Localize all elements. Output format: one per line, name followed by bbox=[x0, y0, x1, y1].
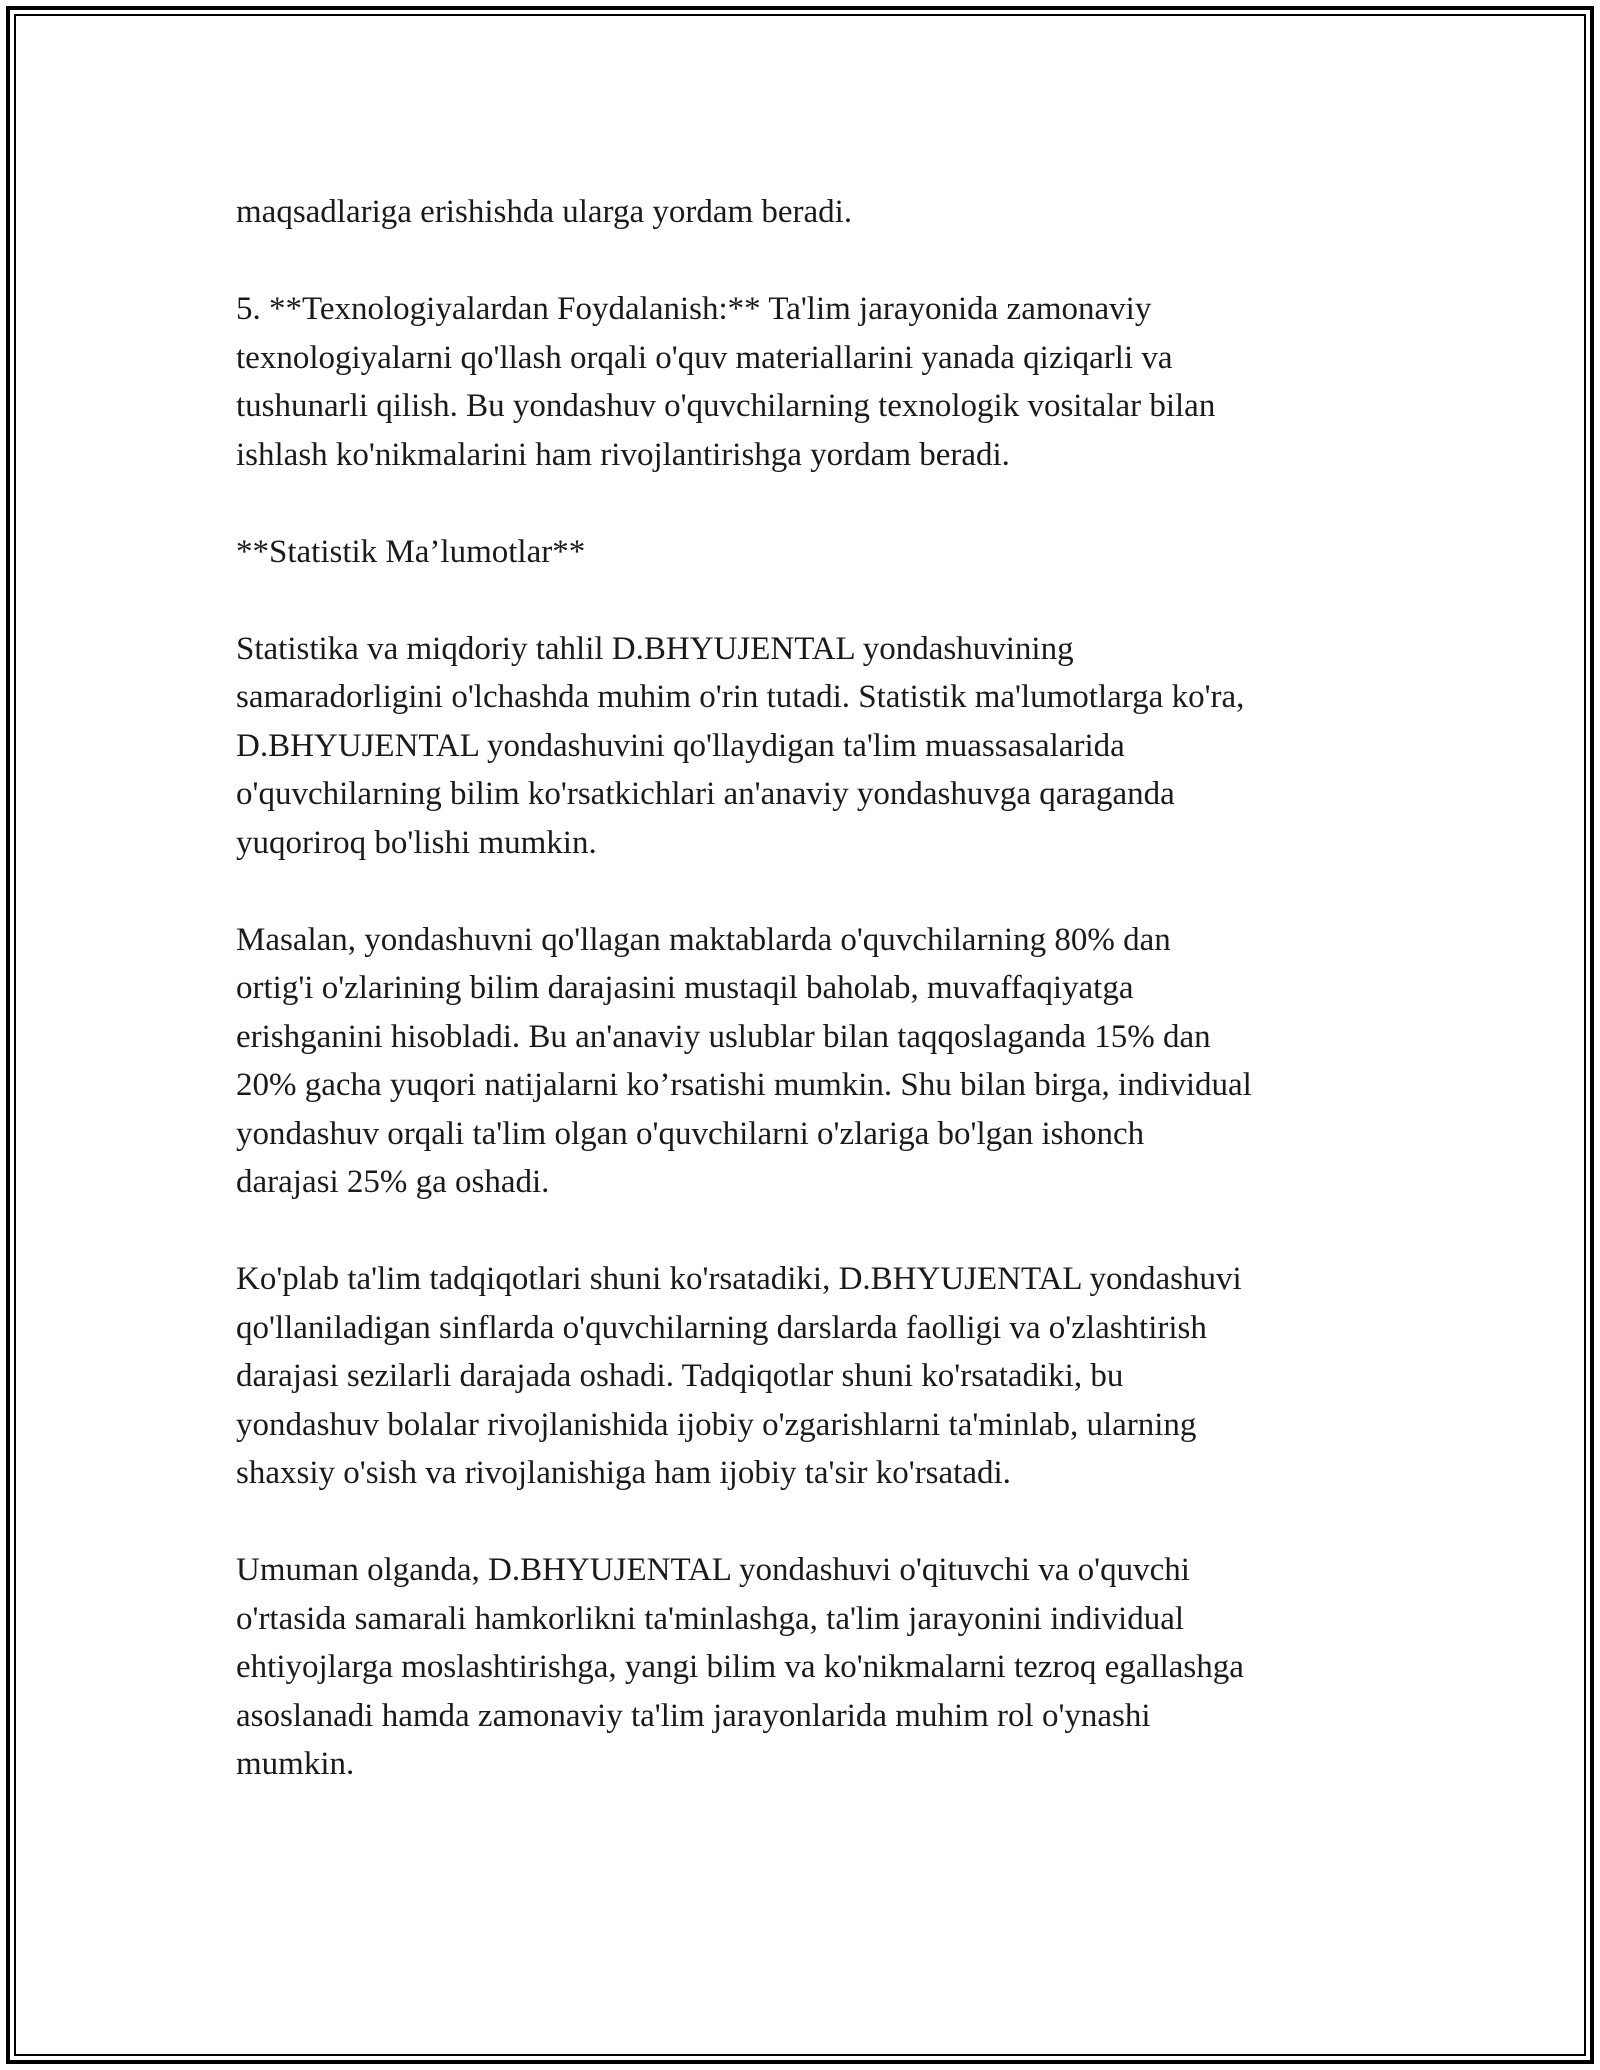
paragraph-statistics-example: Masalan, yondashuvni qo'llagan maktablarda o'quvchilarning 80% dan ortig'i o'zlarining bilim darajasini mustaqil baholab, muvaffaqiyatga erishganini hisobladi. Bu an'anaviy uslublar bilan taqqoslaganda 15% dan 20% gacha yuqori natijalarni ko’rsatishi mumkin. Shu bilan birga, individual yondashuv orqali ta'lim olgan o'quvchilarni o'zlariga bo'lgan ishonch darajasi 25% ga oshadi. bbox=[236, 921, 1252, 1200]
paragraph-technology-usage: 5. **Texnologiyalardan Foydalanish:** Ta'lim jarayonida zamonaviy texnologiyalarni qo'llash orqali o'quv materiallarini yanada qiziqarli va tushunarli qilish. Bu yondashuv o'quvchilarning texnologik vositalar bilan ishlash ko'nikmalarini ham rivojlantirishga yordam beradi. bbox=[236, 291, 1216, 473]
section-heading-statistics: **Statistik Ma’lumotlar** bbox=[236, 533, 586, 570]
paragraph-goal-continuation: maqsadlariga erishishda ularga yordam beradi. bbox=[236, 194, 853, 230]
paragraph-statistics-intro: Statistika va miqdoriy tahlil D.BHYUJENTAL yondashuvining samaradorligini o'lchashda muhim o'rin tutadi. Statistik ma'lumotlarga ko'ra, D.BHYUJENTAL yondashuvini qo'llaydigan ta'lim muassasalarida o'quvchilarning bilim ko'rsatkichlari an'anaviy yondashuvga qaraganda yuqoriroq bo'lishi mumkin. bbox=[236, 630, 1245, 861]
paragraph-research-findings: Ko'plab ta'lim tadqiqotlari shuni ko'rsatadiki, D.BHYUJENTAL yondashuvi qo'llaniladigan sinflarda o'quvchilarning darslarda faolligi va o'zlashtirish darajasi sezilarli darajada oshadi. Tadqiqotlar shuni ko'rsatadiki, bu yondashuv bolalar rivojlanishida ijobiy o'zgarishlarni ta'minlab, ularning shaxsiy o'sish va rivojlanishiga ham ijobiy ta'sir ko'rsatadi. bbox=[236, 1261, 1242, 1491]
paragraph-conclusion: Umuman olganda, D.BHYUJENTAL yondashuvi o'qituvchi va o'quvchi o'rtasida samarali hamkorlikni ta'minlashga, ta'lim jarayonini individual ehtiyojlarga moslashtirishga, yangi bilim va ko'nikmalarni tezroq egallashga asoslanadi hamda zamonaviy ta'lim jarayonlarida muhim rol o'ynashi mumkin. bbox=[236, 1552, 1244, 1782]
document-body bbox=[236, 188, 1376, 1837]
